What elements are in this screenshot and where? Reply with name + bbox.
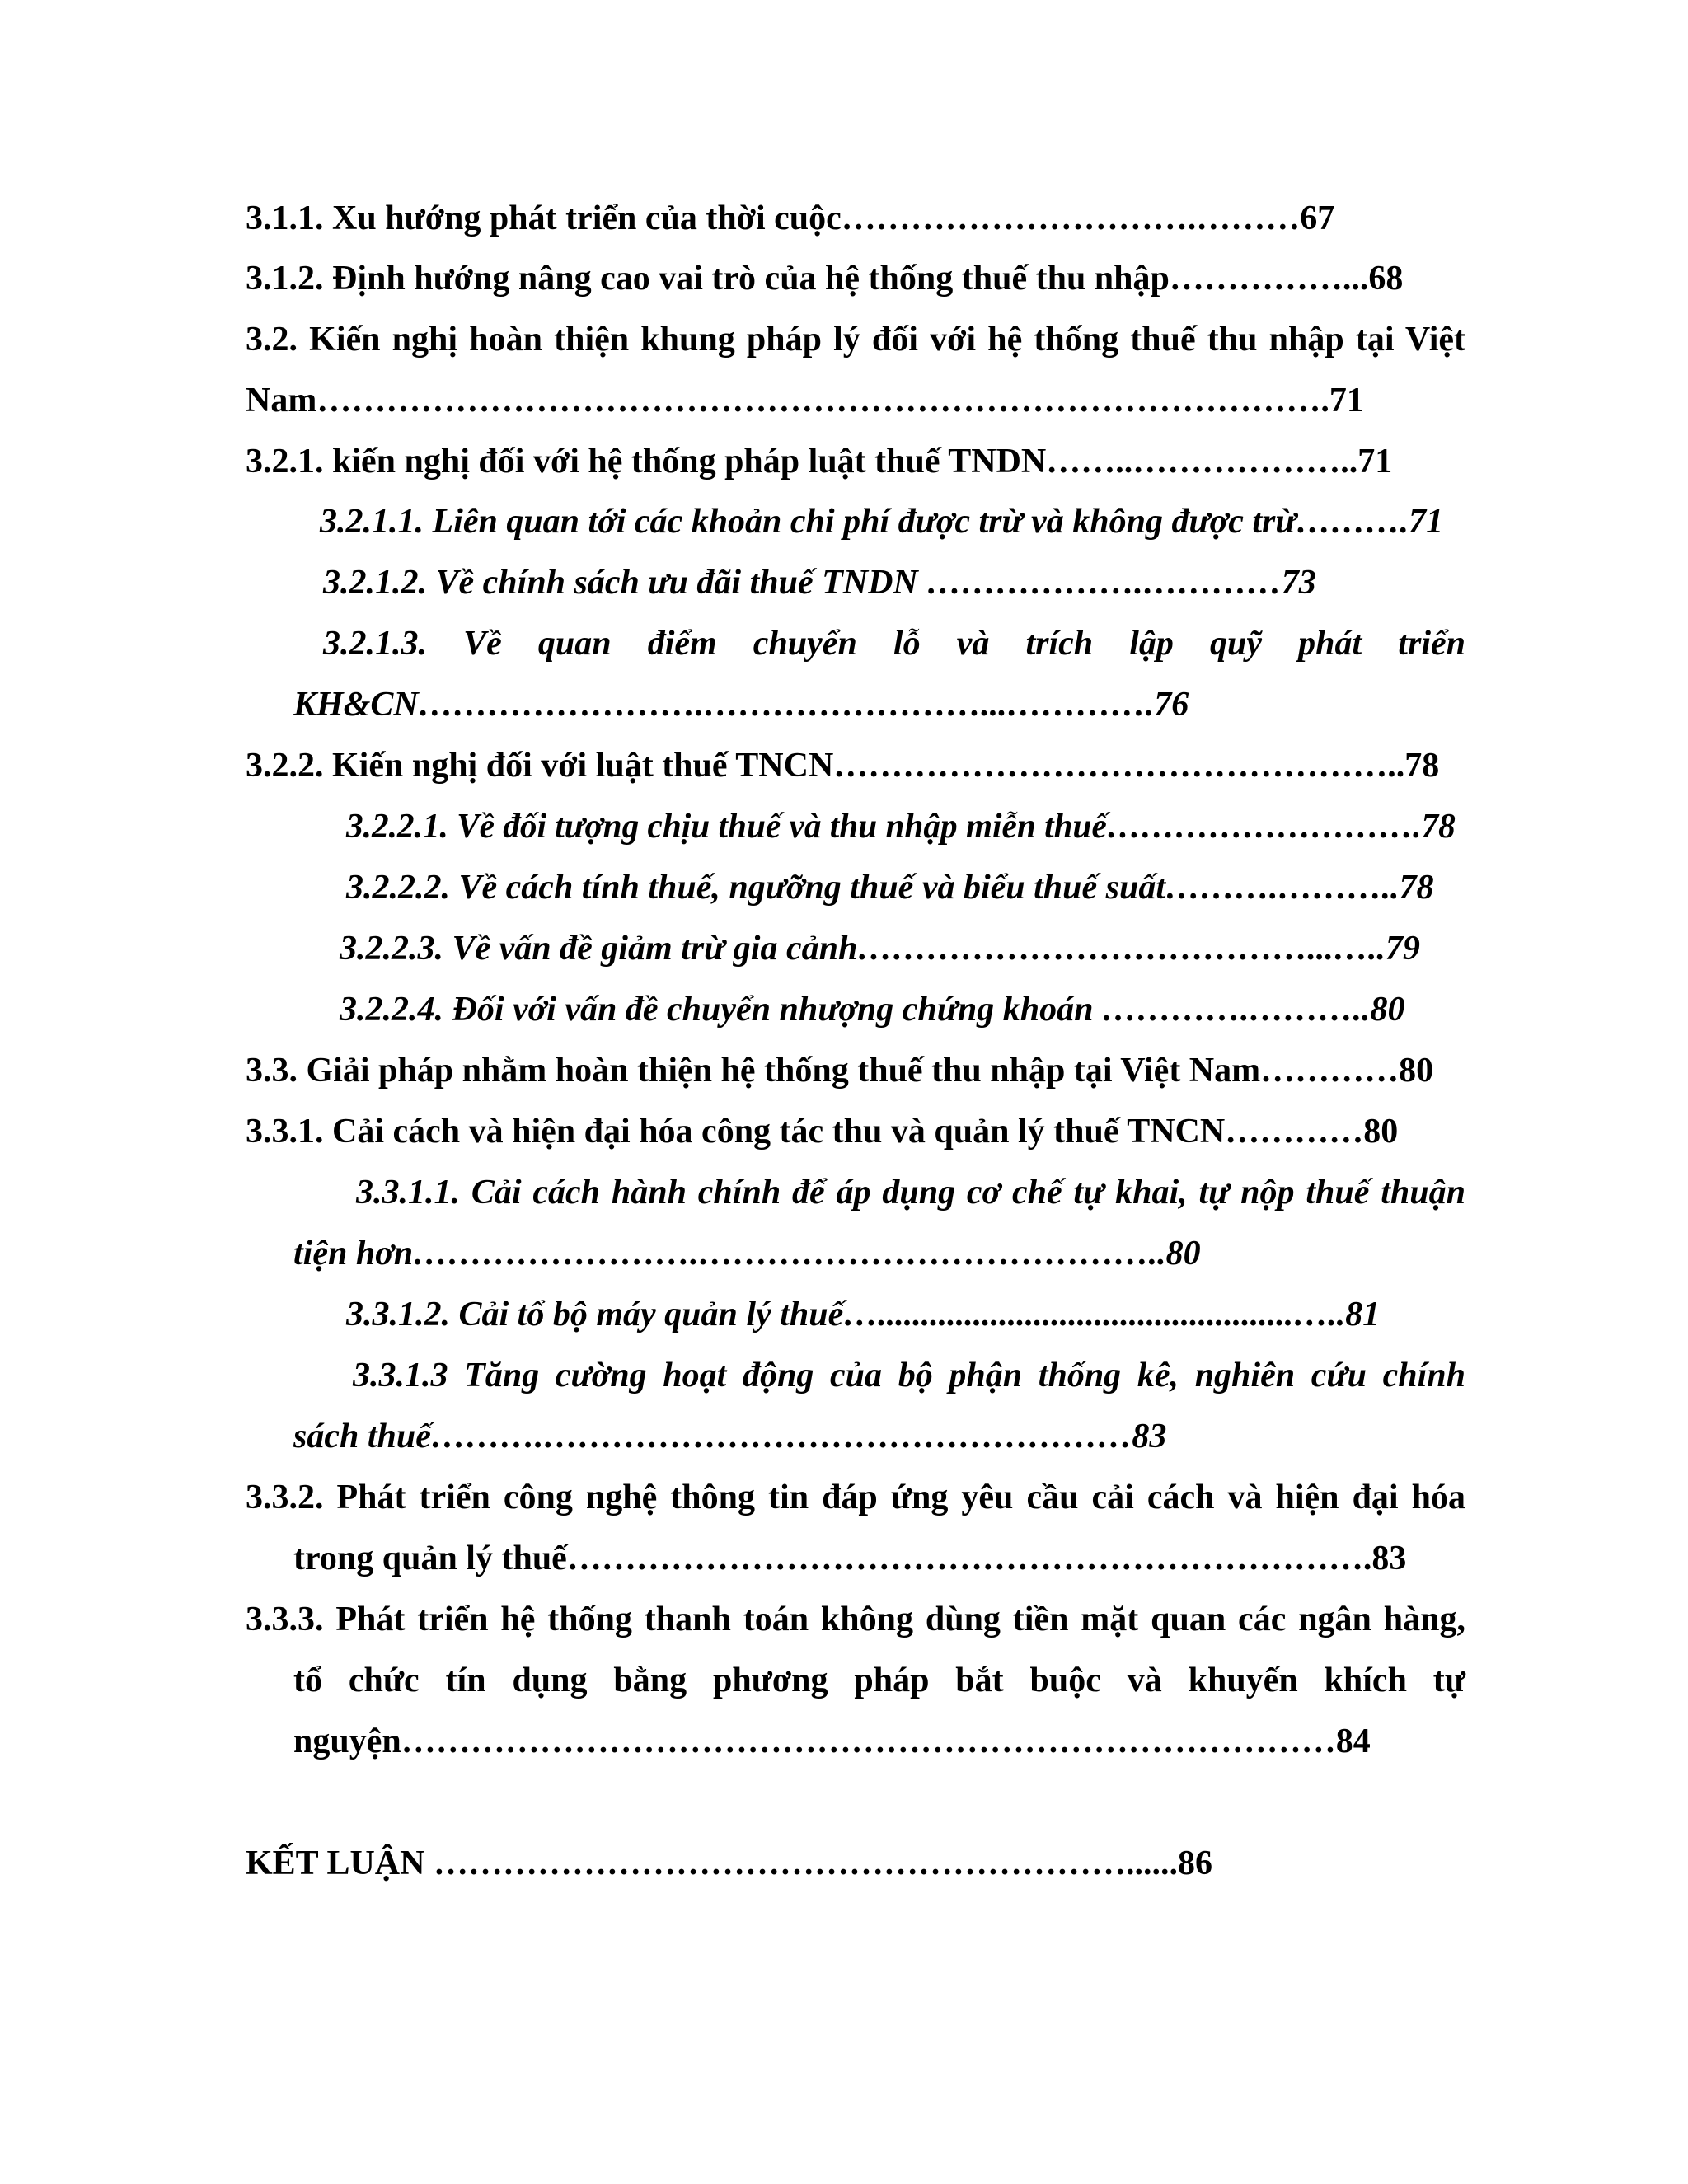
toc-entry-3-3-1-2: 3.3.1.2. Cải tổ bộ máy quản lý thuế…................................................…..81 [346, 1296, 1381, 1333]
toc-entry-3-3: 3.3. Giải pháp nhằm hoàn thiện hệ thống thuế thu nhập tại Việt Nam…………80 [246, 1052, 1434, 1090]
toc-entry-3-3-2-line2: trong quản lý thuế…………………………………………………………….83 [293, 1540, 1407, 1577]
toc-entry-3-2-2-4: 3.2.2.4. Đối với vấn đề chuyển nhượng chứng khoán ………….………..80 [340, 991, 1405, 1029]
toc-entry-3-2-1: 3.2.1. kiến nghị đối với hệ thống pháp luật thuế TNDN……..………………..71 [246, 443, 1393, 480]
toc-entry-3-3-1-3-line2: sách thuế……….……………………………………………83 [293, 1418, 1167, 1455]
toc-entry-3-2-1-3-line1: 3.2.1.3. Về quan điểm chuyển lỗ và trích lập quỹ phát triển [323, 625, 1465, 663]
toc-entry-3-1-2: 3.1.2. Định hướng nâng cao vai trò của hệ thống thuế thu nhập……………...68 [246, 260, 1404, 298]
toc-entry-3-3-2-line1: 3.3.2. Phát triển công nghệ thông tin đáp ứng yêu cầu cải cách và hiện đại hóa [246, 1479, 1465, 1516]
toc-entry-3-3-3-line2: tổ chức tín dụng bằng phương pháp bắt buộc và khuyến khích tự [293, 1661, 1465, 1699]
toc-entry-3-2-2: 3.2.2. Kiến nghị đối với luật thuế TNCN…………………………………………..78 [246, 747, 1440, 785]
toc-entry-3-2-2-3: 3.2.2.3. Về vấn đề giảm trừ gia cảnh…………………………………...…..79 [340, 930, 1420, 968]
toc-entry-3-2-2-2: 3.2.2.2. Về cách tính thuế, ngưỡng thuế và biểu thuế suất……….………..78 [346, 869, 1434, 907]
toc-entry-3-2-1-1: 3.2.1.1. Liên quan tới các khoản chi phí được trừ và không được trừ……….71 [320, 503, 1444, 541]
toc-entry-3-3-1-3-line1: 3.3.1.3 Tăng cường hoạt động của bộ phận thống kê, nghiên cứu chính [353, 1357, 1465, 1394]
toc-entry-3-3-1-1-line2: tiện hơn…………………….…………………………………..80 [293, 1235, 1201, 1272]
toc-entry-3-3-1: 3.3.1. Cải cách và hiện đại hóa công tác thu và quản lý thuế TNCN…………80 [246, 1113, 1399, 1151]
toc-entry-3-2-1-3-line2: KH&CN…………………….……………………...………….76 [293, 686, 1189, 724]
toc-entry-3-2-line1: 3.2. Kiến nghị hoàn thiện khung pháp lý đối với hệ thống thuế thu nhập tại Việt [246, 321, 1465, 359]
toc-entry-conclusion: KẾT LUẬN ……………………………………………………......86 [246, 1844, 1212, 1882]
toc-entry-3-1-1: 3.1.1. Xu hướng phát triển của thời cuộc………………………….………67 [246, 199, 1335, 237]
toc-entry-3-3-1-1-line1: 3.3.1.1. Cải cách hành chính để áp dụng cơ chế tự khai, tự nộp thuế thuận [356, 1174, 1465, 1212]
toc-entry-3-2-2-1: 3.2.2.1. Về đối tượng chịu thuế và thu nhập miễn thuế……………………….78 [346, 808, 1456, 846]
toc-entry-3-3-3-line1: 3.3.3. Phát triển hệ thống thanh toán không dùng tiền mặt quan các ngân hàng, [246, 1601, 1465, 1638]
toc-entry-3-2-1-2: 3.2.1.2. Về chính sách ưu đãi thuế TNDN ……………….…………73 [323, 564, 1316, 602]
toc-entry-3-2-line2: Nam…………………………………………………………………………….71 [246, 382, 1364, 419]
toc-entry-3-3-3-line3: nguyện………………………………………………………………………84 [293, 1722, 1371, 1760]
